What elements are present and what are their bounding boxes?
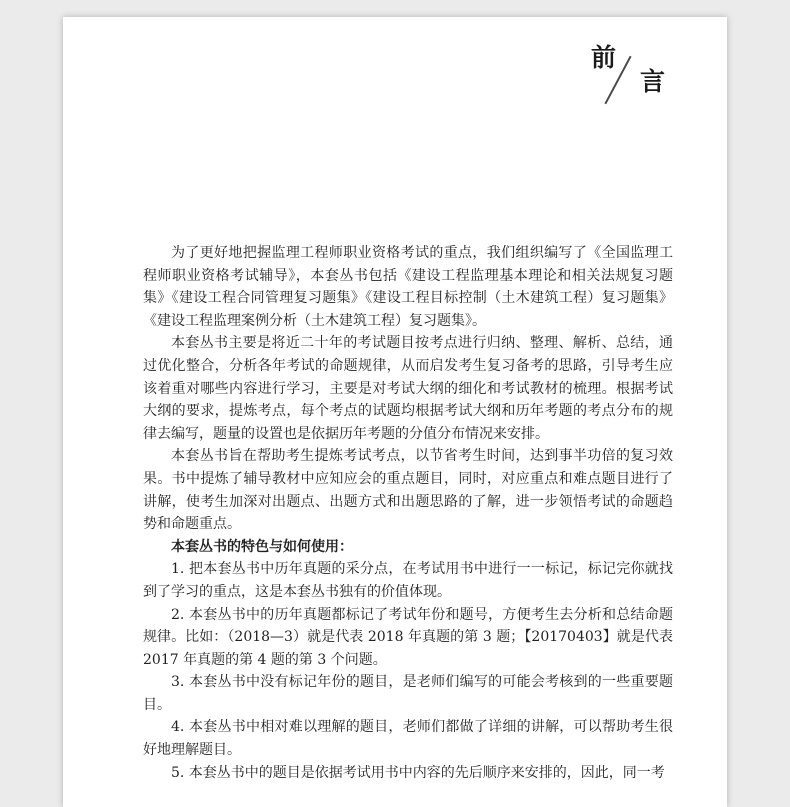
feature-item: 2. 本套丛书中的历年真题都标记了考试年份和题号，方便考生去分析和总结命题规律。比如：（2018—3）就是代表 2018 年真题的第 3 题；【20170403】就是代表 2017 年真题的第 4 题的第 3 个问题。 (143, 606, 673, 668)
paragraph: 为了更好地把握监理工程师职业资格考试的重点，我们组织编写了《全国监理工程师职业资格考试辅导》，本套丛书包括《建设工程监理基本理论和相关法规复习题集》《建设工程合同管理复习题集》《建设工程目标控制（土木建筑工程）复习题集》《建设工程监理案例分析（土木建筑工程）复习题集》。 (143, 245, 673, 329)
feature-item: 1. 把本套丛书中历年真题的采分点，在考试用书中进行一一标记，标记完你就找到了学习的重点，这是本套丛书独有的价值体现。 (143, 561, 673, 600)
feature-item: 4. 本套丛书中相对难以理解的题目，老师们都做了详细的讲解，可以帮助考生很好地理解题目。 (143, 719, 673, 759)
feature-item: 5. 本套丛书中的题目是依据考试用书中内容的先后顺序来安排的，因此，同一考 (171, 764, 665, 781)
features-heading: 本套丛书的特色与如何使用： (171, 538, 353, 555)
paragraph: 本套丛书旨在帮助考生提炼考试考点，以节省考生时间，达到事半功倍的复习效果。书中提炼了辅导教材中应知应会的重点题目，同时，对应重点和难点题目进行了讲解，使考生加深对出题点、出题方式和出题思路的了解，进一步领悟考试的命题趋势和命题重点。 (143, 448, 673, 533)
title-char-yan: 言 (640, 67, 666, 96)
preface-body (143, 242, 673, 784)
title-char-qian: 前 (591, 43, 617, 72)
feature-item: 3. 本套丛书中没有标记年份的题目，是老师们编写的可能会考核到的一些重要题目。 (143, 674, 673, 713)
paragraph: 本套丛书主要是将近二十年的考试题目按考点进行归纳、整理、解析、总结，通过优化整合，分析各年考试的命题规律，从而启发考生复习备考的思路，引导考生应该着重对哪些内容进行学习，主要是对考试大纲的细化和考试教材的梳理。根据考试大纲的要求，提炼考点，每个考点的试题均根据考试大纲和历年考题的考点分布的规律去编写，题量的设置也是依据历年考题的分值分布情况来安排。 (143, 335, 673, 442)
document-page (63, 17, 727, 807)
